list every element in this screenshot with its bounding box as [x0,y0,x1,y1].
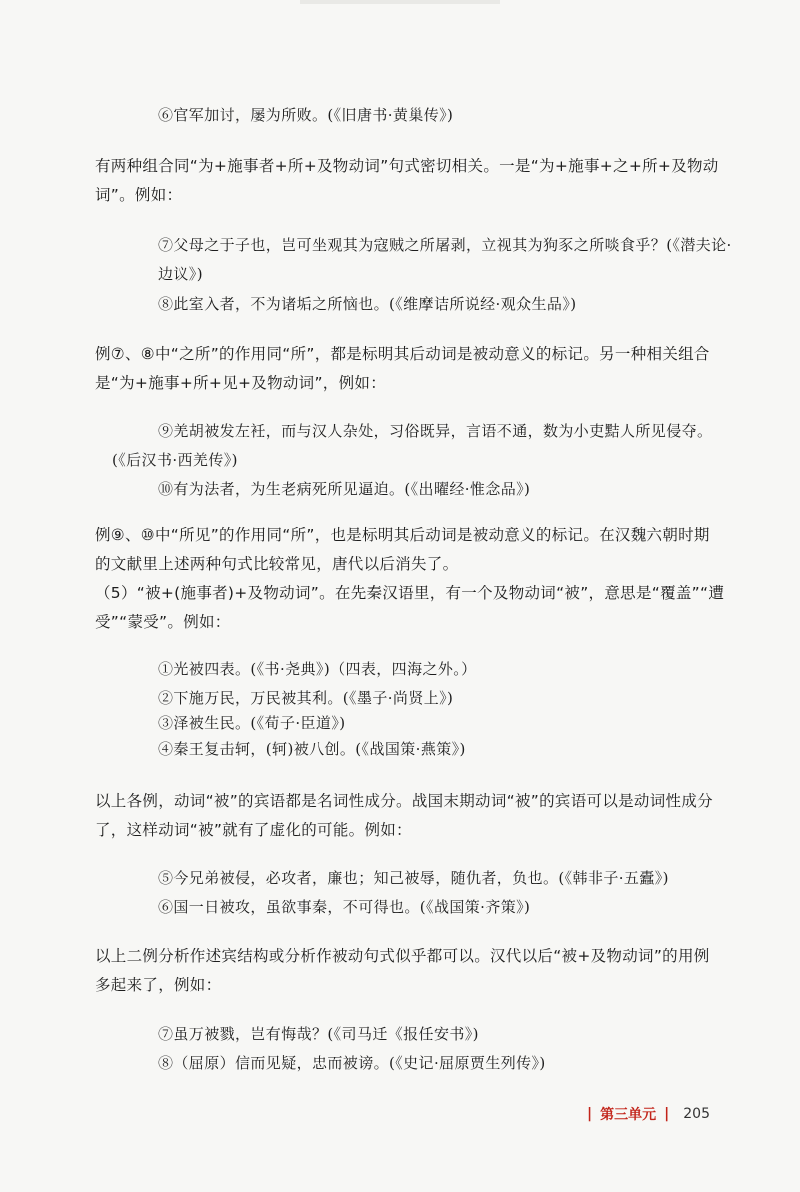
paragraph-4: （5）“被+(施事者)+及物动词”。在先秦汉语里，有一个及物动词“被”，意思是“覆盖”“遭受”“蒙受”。例如： [95,584,725,631]
example-b3: ③泽被生民。(《荀子·臣道》) [158,714,346,732]
page-footer [587,1104,710,1124]
paragraph-1: 有两种组合同“为+施事者+所+及物动词”句式密切相关。一是“为+施事+之+所+及物动词”。例如： [95,157,719,204]
paragraph-5: 以上各例，动词“被”的宾语都是名词性成分。战国末期动词“被”的宾语可以是动词性成分了，这样动词“被”就有了虚化的可能。例如： [95,792,713,839]
example-8: ⑧此室入者，不为诸垢之所恼也。(《维摩诘所说经·观众生品》) [158,295,577,313]
paragraph-3: 例⑨、⑩中“所见”的作用同“所”，也是标明其后动词是被动意义的标记。在汉魏六朝时期的文献里上述两种句式比较常见，唐代以后消失了。 [95,526,710,573]
footer-divider-right: | [664,1106,670,1122]
scan-top-mark [300,0,500,4]
example-b7: ⑦虽万被戮，岂有悔哉？(《司马迁《报任安书》) [158,1025,479,1043]
example-b2: ②下施万民，万民被其利。(《墨子·尚贤上》) [158,689,454,707]
example-b4: ④秦王复击轲，(轲)被八创。(《战国策·燕策》) [158,740,466,758]
page-number: 205 [683,1106,710,1122]
footer-unit-label: 第三单元 [600,1107,657,1123]
example-7-text: ⑦父母之于子也，岂可坐观其为寇贼之所屠剥，立视其为狗豕之所啖食乎？(《潜夫论·边议》) [158,236,732,283]
example-b1: ①光被四表。(《书·尧典》)（四表，四海之外。） [158,660,477,678]
paragraph-2: 例⑦、⑧中“之所”的作用同“所”，都是标明其后动词是被动意义的标记。另一种相关组合是“为+施事+所+见+及物动词”，例如： [95,345,710,392]
example-b8: ⑧（屈原）信而见疑，忠而被谤。(《史记·屈原贾生列传》) [158,1054,546,1072]
example-7 [158,231,738,289]
footer-divider-left: | [587,1106,593,1122]
paragraph-6: 以上二例分析作述宾结构或分析作被动句式似乎都可以。汉代以后“被+及物动词”的用例多起来了，例如： [95,947,710,994]
example-10: ⑩有为法者，为生老病死所见逼迫。(《出曜经·惟念品》) [158,480,531,498]
example-9: ⑨羌胡被发左衽，而与汉人杂处，习俗既异，言语不通，数为小吏黠人所见侵夺。(《后汉书·西羌传》) [112,422,713,469]
example-b6: ⑥国一日被攻，虽欲事秦，不可得也。(《战国策·齐策》) [158,898,531,916]
example-b5: ⑤今兄弟被侵，必攻者，廉也；知己被辱，随仇者，负也。(《韩非子·五蠹》) [158,869,669,887]
example-6-top: ⑥官军加讨，屡为所败。(《旧唐书·黄巢传》) [158,106,454,124]
